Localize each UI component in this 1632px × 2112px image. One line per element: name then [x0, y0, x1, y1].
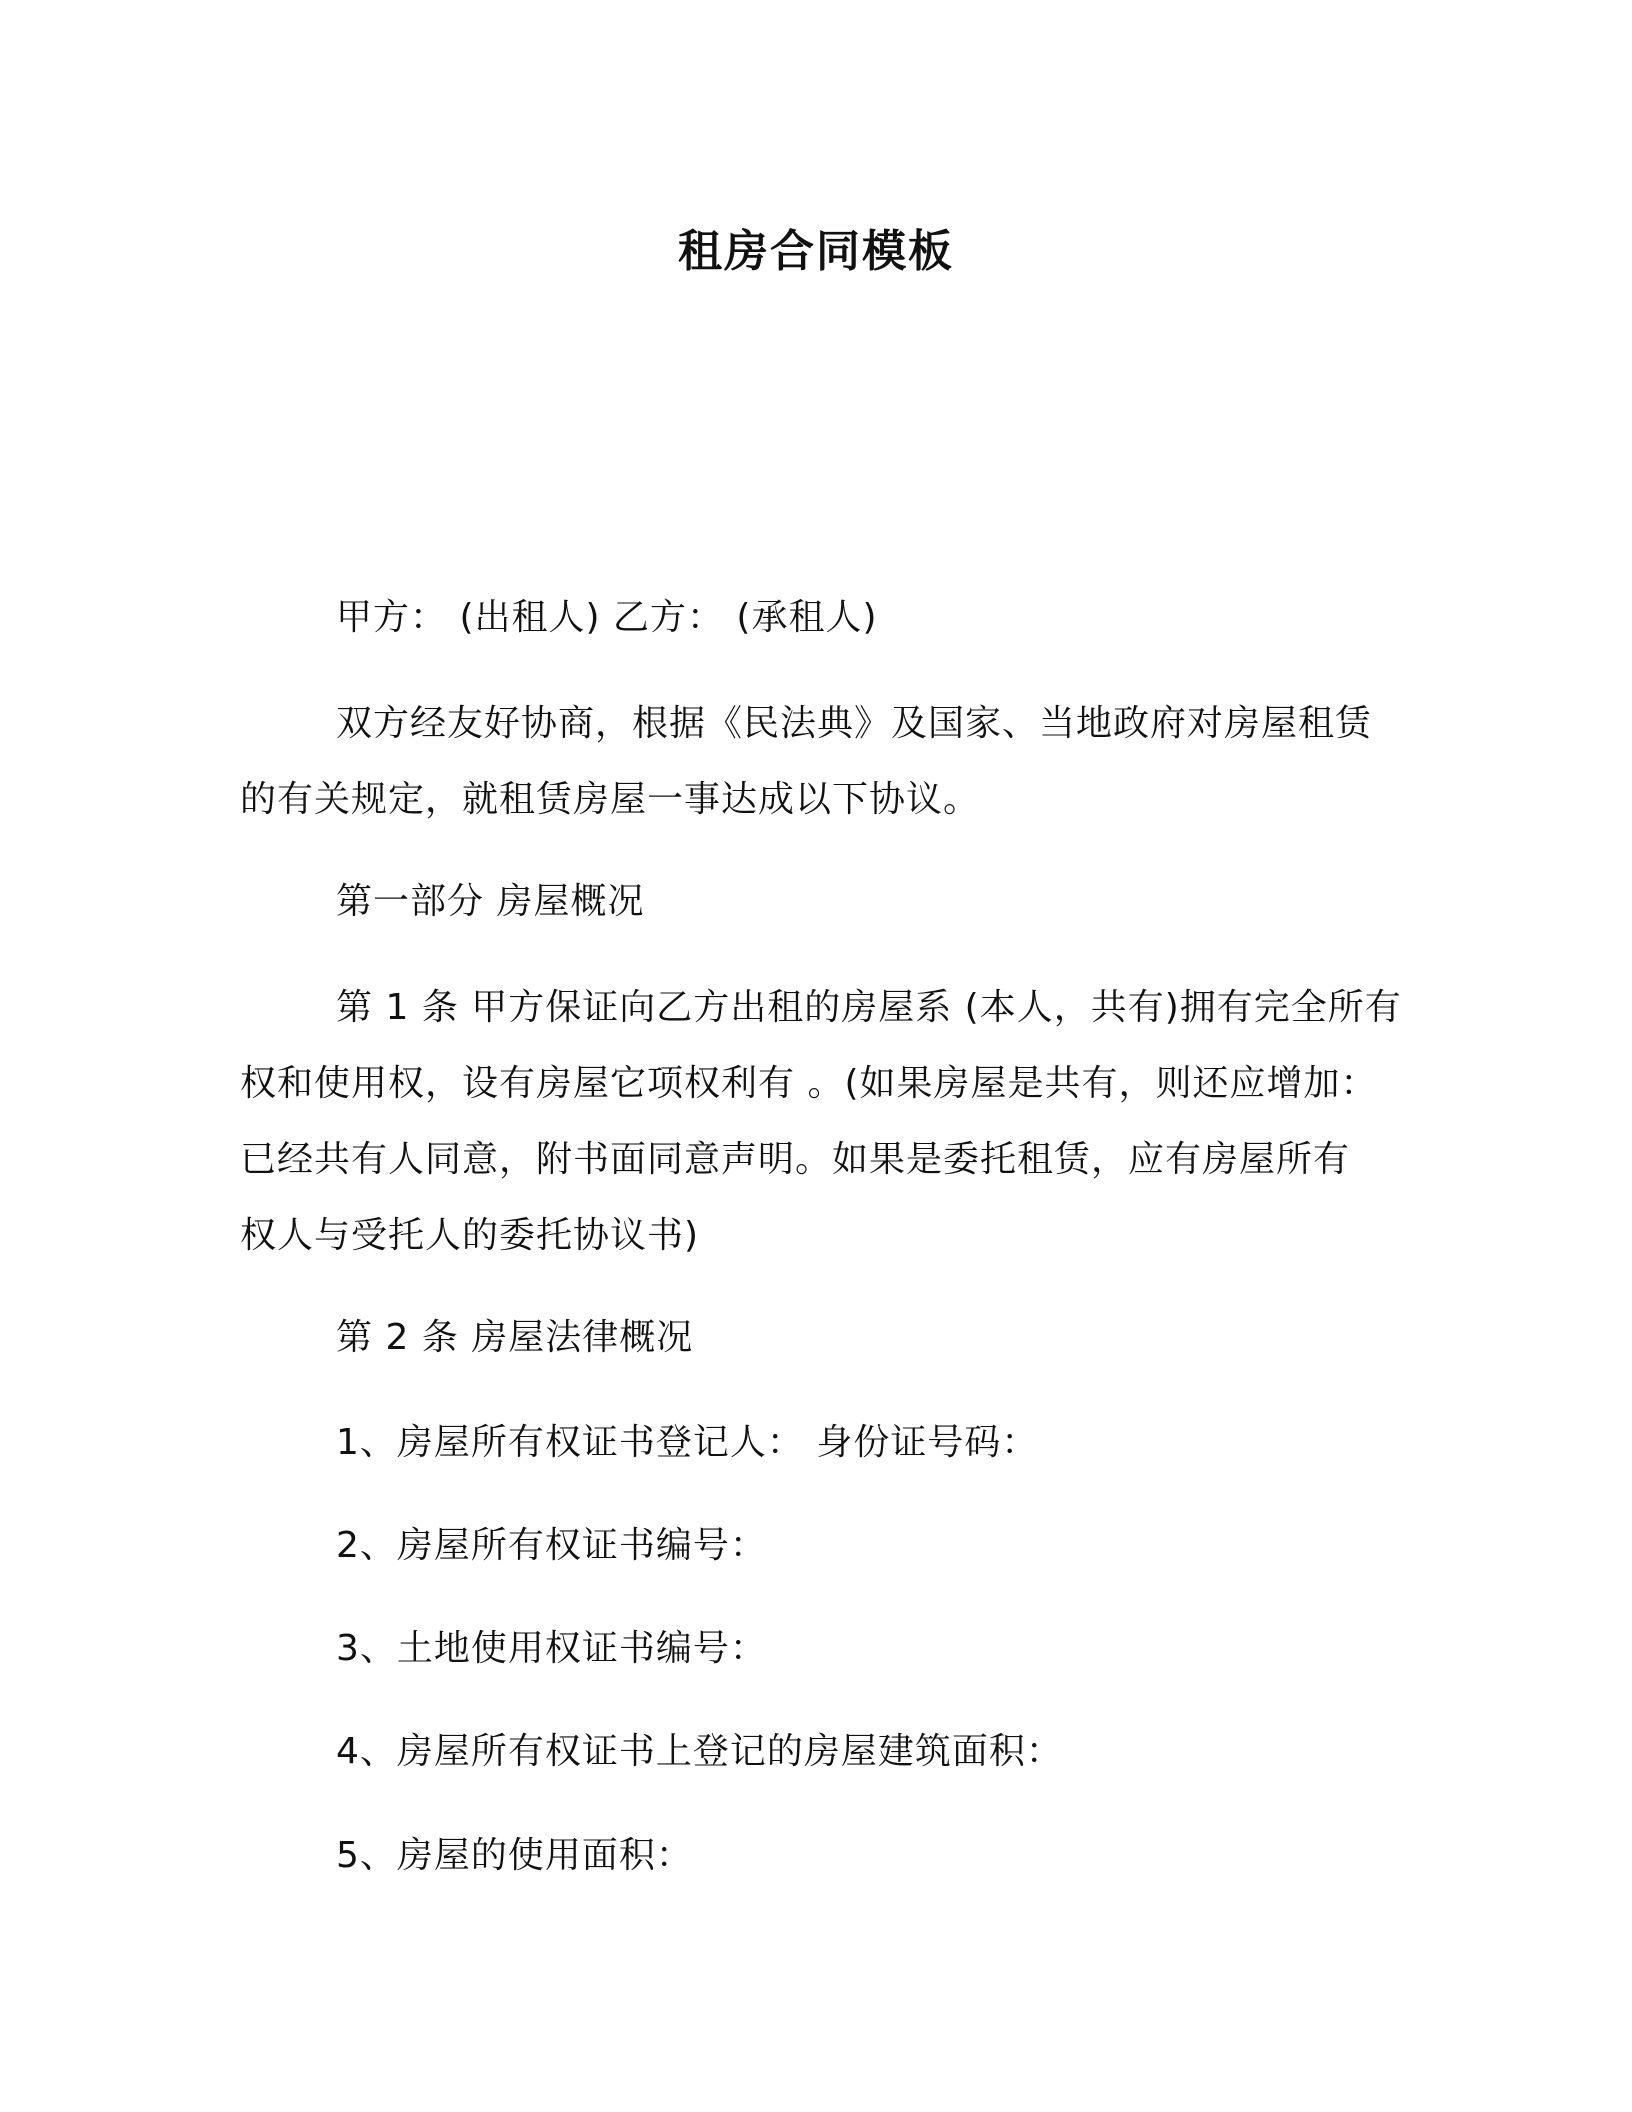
list-item: [240, 1818, 1410, 1894]
intro-line-2: 的有关规定，就租赁房屋一事达成以下协议。: [240, 779, 981, 820]
intro-line-1: 双方经友好协商，根据《民法典》及国家、当地政府对房屋租赁: [336, 703, 1373, 744]
article-1-line-1: 第 1 条 甲方保证向乙方出租的房屋系 (本人，共有)拥有完全所有: [336, 987, 1402, 1028]
item-2-text: 2、房屋所有权证书编号：: [336, 1525, 767, 1566]
item-4-text: 4、房屋所有权证书上登记的房屋建筑面积：: [336, 1731, 1063, 1772]
part-one-heading: [240, 864, 1410, 940]
article-1-line-3: 已经共有人同意，附书面同意声明。如果是委托租赁，应有房屋所有: [240, 1139, 1351, 1180]
list-item: [240, 1714, 1410, 1790]
intro-paragraph: [240, 686, 1410, 838]
article-1-line-2: 权和使用权，设有房屋它项权利有 。(如果房屋是共有，则还应增加：: [240, 1063, 1378, 1104]
part-one-heading-text: 第一部分 房屋概况: [336, 881, 645, 922]
document-title: 租房合同模板: [678, 226, 954, 277]
item-1-text: 1、房屋所有权证书登记人： 身份证号码：: [336, 1422, 1039, 1463]
article-1-paragraph: [240, 970, 1410, 1274]
parties-text: 甲方： (出租人) 乙方： (承租人): [336, 597, 878, 638]
article-2-heading: [240, 1300, 1410, 1376]
article-1-line-4: 权人与受托人的委托协议书): [240, 1215, 700, 1256]
list-item: [240, 1405, 1410, 1481]
list-item: [240, 1508, 1410, 1584]
article-2-heading-text: 第 2 条 房屋法律概况: [336, 1317, 694, 1358]
item-5-text: 5、房屋的使用面积：: [336, 1835, 693, 1876]
item-3-text: 3、土地使用权证书编号：: [336, 1628, 767, 1669]
list-item: [240, 1611, 1410, 1687]
parties-line: [240, 580, 1410, 656]
